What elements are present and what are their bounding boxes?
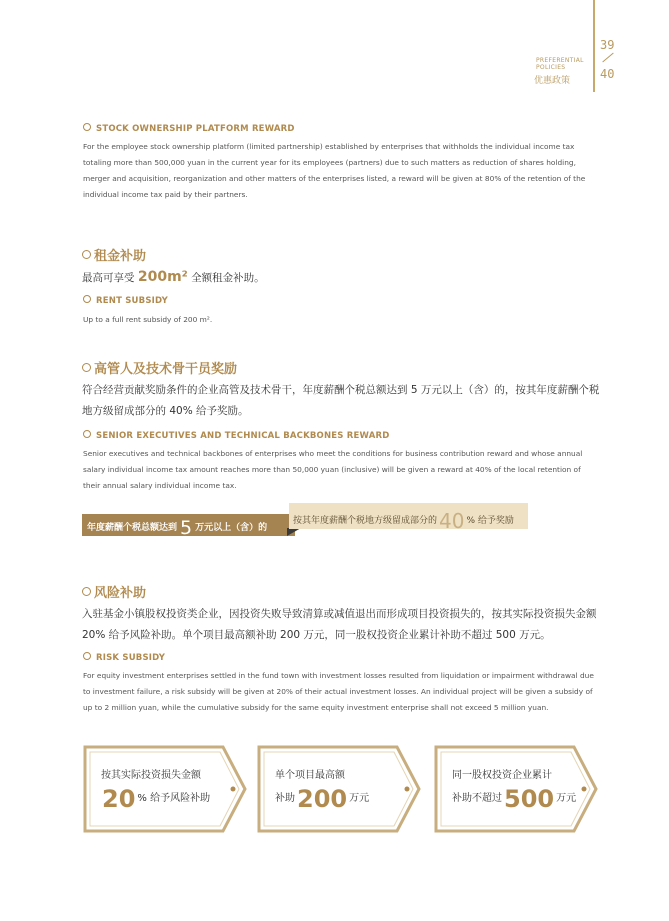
banner-left-post: 万元以上（含）的 bbox=[195, 523, 268, 533]
risk-en-body: For equity investment enterprises settled in the fund town with investment losses resulted from liquidation or impairment withdrawal due to investment failure, a risk subsidy will be given at 20% of their actual investment losses. An individual project will be given a subsidy of up to 2 million yuan, while the cumulative subsidy for the same equity investment enterprise shall not exceed 5 million yuan. bbox=[83, 671, 594, 712]
banner-left-pre: 年度薪酬个税总额达到 bbox=[87, 523, 178, 533]
senior-en-title: SENIOR EXECUTIVES AND TECHNICAL BACKBONES REWARD bbox=[96, 431, 390, 441]
risk-box-cumulative-cap bbox=[434, 745, 600, 833]
circle-bullet-icon bbox=[83, 652, 91, 660]
page-number-bottom: 40 bbox=[600, 67, 615, 81]
circle-bullet-icon bbox=[82, 363, 91, 372]
header-en-line2: POLICIES bbox=[536, 64, 566, 71]
header-divider-line bbox=[593, 0, 595, 92]
box-line1: 同一股权投资企业累计 bbox=[452, 770, 552, 781]
stock-en-heading bbox=[83, 123, 295, 134]
senior-cn-title: 高管人及技术骨干员奖励 bbox=[94, 362, 238, 377]
box-line2 bbox=[452, 785, 576, 813]
risk-box-loss-ratio bbox=[83, 745, 249, 833]
box-suffix: % 给予风险补助 bbox=[137, 793, 211, 804]
circle-bullet-icon bbox=[82, 250, 91, 259]
box-number: 200 bbox=[297, 785, 348, 813]
box-prefix: 补助 bbox=[275, 793, 295, 804]
senior-en-body: Senior executives and technical backbones of enterprises who meet the conditions for business contribution reward and whose annual salary individual income tax amount reaches more than 50,000 yuan (inclusive) will be given a reward at 40% of the local retention of their annual salary individual income tax. bbox=[83, 449, 583, 490]
box-suffix: 万元 bbox=[556, 793, 577, 804]
rent-cn-title: 租金补助 bbox=[94, 249, 147, 264]
banner-right-text bbox=[293, 509, 514, 533]
risk-cn-title: 风险补助 bbox=[94, 586, 147, 601]
risk-cn-heading bbox=[82, 582, 146, 601]
page-number-slash bbox=[602, 53, 613, 63]
stock-en-title: STOCK OWNERSHIP PLATFORM REWARD bbox=[96, 124, 295, 134]
banner-right-num: 40 bbox=[439, 509, 465, 533]
banner-left-text bbox=[87, 517, 267, 539]
box-number: 20 bbox=[102, 785, 136, 813]
box-suffix: 万元 bbox=[349, 793, 370, 804]
rent-en-title: RENT SUBSIDY bbox=[96, 296, 169, 306]
rent-cn-body bbox=[82, 267, 602, 289]
senior-cn-body: 符合经营贡献奖励条件的企业高管及技术骨干，年度薪酬个税总额达到 5 万元以上（含）的，按其年度薪酬个税地方级留成部分的 40% 给予奖励。 bbox=[82, 384, 600, 417]
circle-bullet-icon bbox=[82, 587, 91, 596]
banner-right-pre: 按其年度薪酬个税地方级留成部分的 bbox=[293, 516, 438, 526]
banner-left-num: 5 bbox=[180, 517, 193, 539]
header-cn-title: 优惠政策 bbox=[534, 76, 571, 86]
box-line2 bbox=[100, 785, 210, 813]
senior-en-heading bbox=[83, 430, 390, 441]
circle-bullet-icon bbox=[83, 430, 91, 438]
circle-bullet-icon bbox=[83, 123, 91, 131]
box-prefix: 补助不超过 bbox=[452, 793, 502, 804]
circle-bullet-icon bbox=[83, 295, 91, 303]
rent-en-body: Up to a full rent subsidy of 200 m². bbox=[83, 315, 213, 324]
rent-cn-suffix: 全额租金补助。 bbox=[191, 272, 265, 284]
senior-cn-heading bbox=[82, 358, 237, 377]
page-number-top: 39 bbox=[600, 38, 615, 52]
box-line1: 按其实际投资损失金额 bbox=[101, 770, 201, 781]
rent-cn-amount: 200m² bbox=[137, 269, 188, 285]
rent-en-heading bbox=[83, 295, 168, 306]
box-line1: 单个项目最高额 bbox=[275, 770, 345, 781]
header-en-line1: PREFERENTIAL bbox=[536, 57, 584, 64]
rent-cn-prefix: 最高可享受 bbox=[82, 272, 135, 284]
risk-en-title: RISK SUBSIDY bbox=[96, 653, 166, 663]
risk-box-project-cap bbox=[257, 745, 423, 833]
risk-en-heading bbox=[83, 652, 165, 663]
risk-cn-body: 入驻基金小镇股权投资类企业，因投资失败导致清算或减值退出而形成项目投资损失的，按其实际投资损失金额 20% 给予风险补助。单个项目最高额补助 200 万元，同一股权投资企业累计补助不超过 500 万元。 bbox=[82, 608, 597, 641]
box-number: 500 bbox=[504, 785, 555, 813]
stock-en-body: For the employee stock ownership platform (limited partnership) established by enterprises that withholds the individual income tax totaling more than 500,000 yuan in the current year for its employees (partners) due to such matters as reduction of shares holding, merger and acquisition, reorganization and other matters of the enterprises listed, a reward will be given at 80% of the retention of the individual income tax paid by their partners. bbox=[83, 142, 586, 199]
rent-cn-heading bbox=[82, 245, 146, 264]
banner-right-post: % 给予奖励 bbox=[466, 516, 514, 526]
box-line2 bbox=[275, 785, 369, 813]
